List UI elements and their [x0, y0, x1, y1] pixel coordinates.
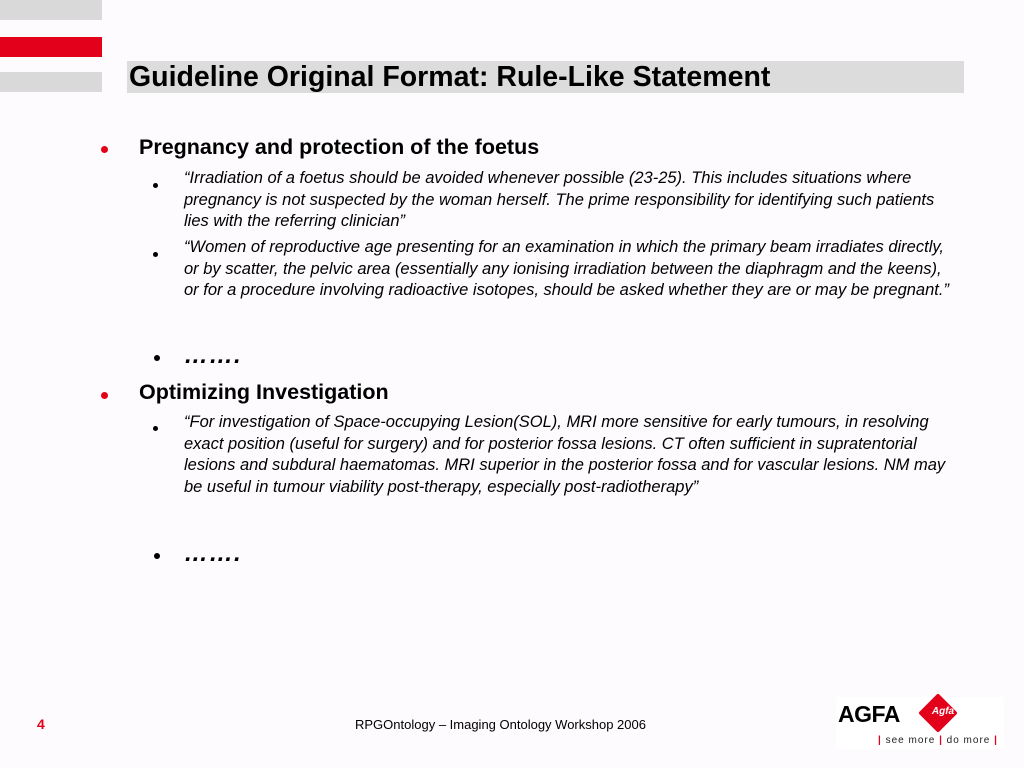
section-heading-optimizing: Optimizing Investigation	[139, 380, 389, 404]
bullet-dot-icon	[154, 355, 160, 361]
section-heading-pregnancy: Pregnancy and protection of the foetus	[139, 135, 540, 159]
slide-title: Guideline Original Format: Rule-Like Statement	[129, 61, 771, 93]
bullet-red-icon	[101, 146, 108, 153]
decor-stripe-top	[0, 0, 102, 20]
decor-stripe-bottom	[0, 72, 102, 92]
page-number: 4	[37, 716, 45, 732]
tagline-part-1: see more	[885, 735, 936, 746]
guideline-statement-3: “For investigation of Space-occupying Lesion(SOL), MRI more sensitive for early tumours, in resolving exact position (useful for surgery) and for posterior fossa lesions. CT often sufficient in supratentorial lesions and subdural haematomas. MRI superior in the posterior fossa and for vascular lesions. NM may be useful in tumour viability post-therapy, especially post-radiotherapy”	[184, 413, 946, 496]
agfa-logo	[836, 697, 1004, 749]
bullet-red-icon	[101, 392, 108, 399]
tagline-separator: |	[994, 735, 998, 746]
guideline-statement-2: “Women of reproductive age presenting for an examination in which the primary beam irradiates directly, or by scatter, the pelvic area (essentially any ionising irradiation between the diaphragm and the keens), or for a procedure involving radioactive isotopes, should be asked whether they are or may be pregnant.”	[184, 238, 949, 299]
footer-text: RPGOntology – Imaging Ontology Workshop 2006	[355, 717, 646, 732]
ellipsis-continuation-1: …….	[184, 342, 242, 369]
bullet-dot-icon	[153, 252, 158, 257]
bullet-dot-icon	[153, 426, 158, 431]
logo-wordmark: AGFA	[838, 701, 900, 727]
logo-badge-text: Agfa	[931, 706, 955, 717]
tagline-separator: |	[939, 735, 943, 746]
bullet-dot-icon	[154, 553, 160, 559]
decor-stripe-red	[0, 37, 102, 57]
bullet-dot-icon	[153, 183, 158, 188]
ellipsis-continuation-2: …….	[184, 540, 242, 567]
tagline-part-2: do more	[946, 735, 991, 746]
guideline-statement-1: “Irradiation of a foetus should be avoided whenever possible (23-25). This includes situations where pregnancy is not suspected by the woman herself. The prime responsibility for identifying such patients lies with the referring clinician”	[184, 169, 935, 230]
logo-tagline	[878, 735, 998, 746]
tagline-separator: |	[878, 735, 882, 746]
